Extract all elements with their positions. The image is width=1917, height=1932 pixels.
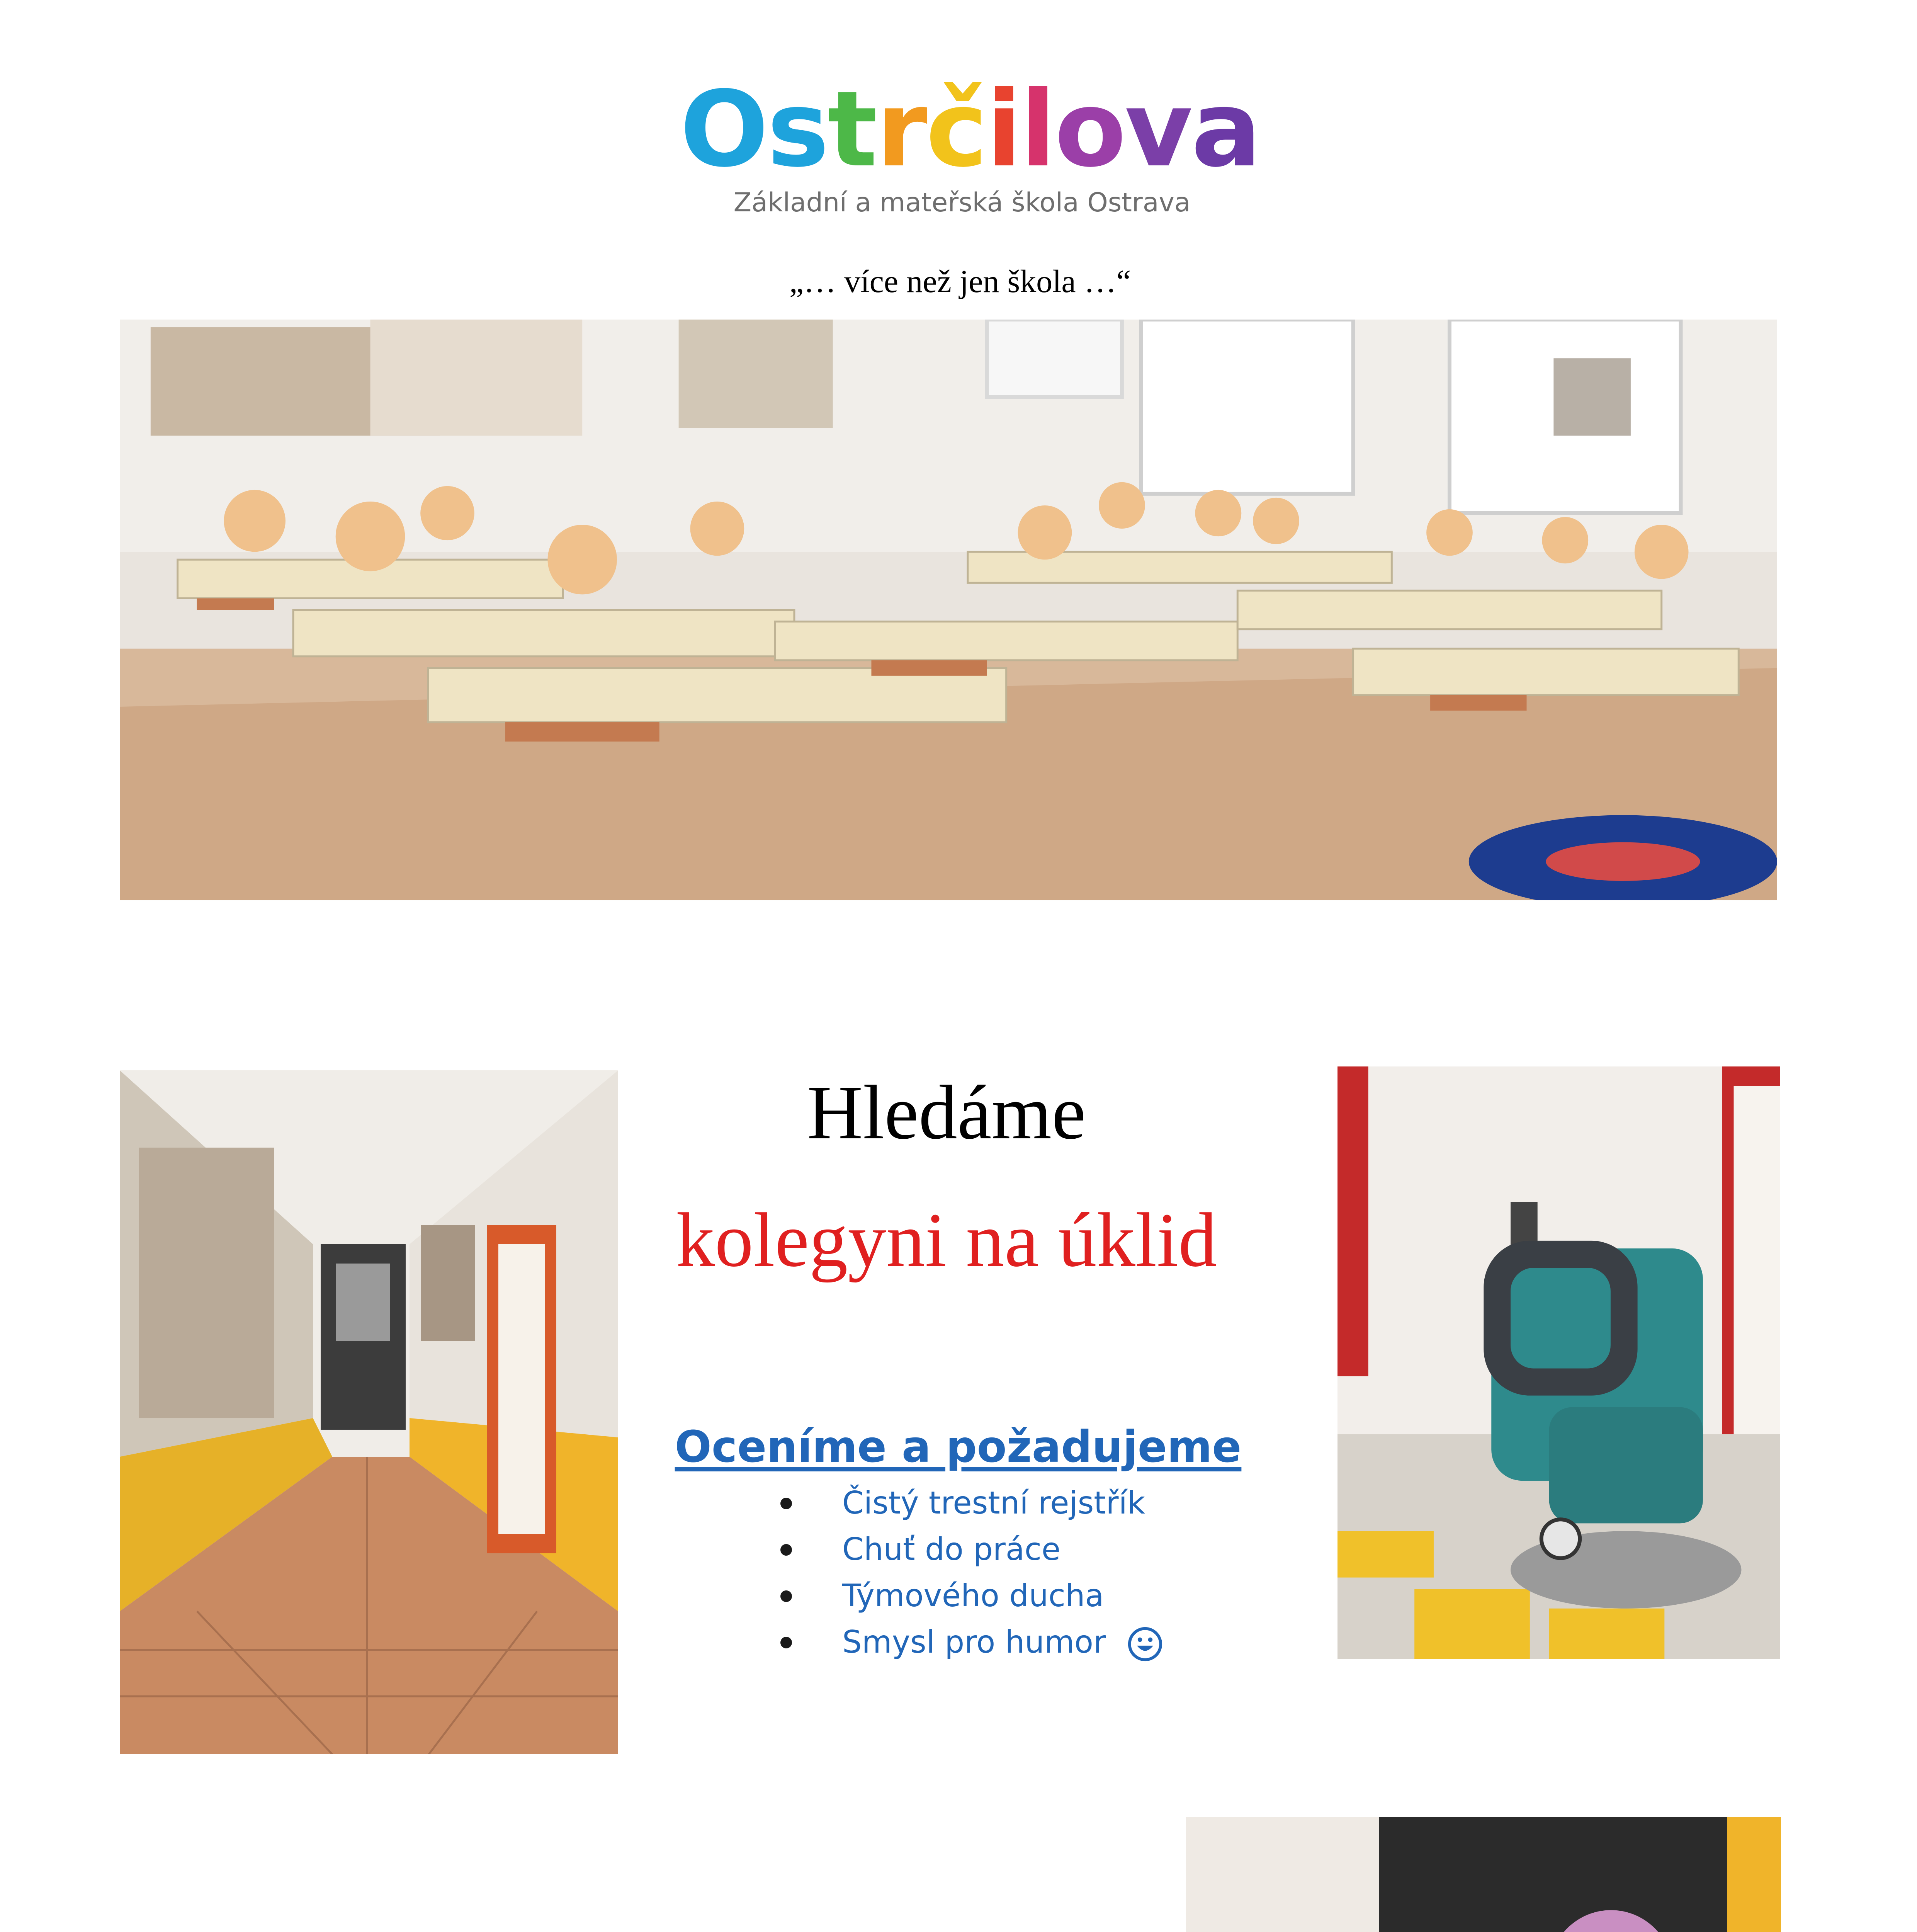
logo-subtitle: Základní a mateřská škola Ostrava <box>733 187 1191 218</box>
bullet-icon <box>780 1498 792 1509</box>
logo-letter: a <box>1191 68 1260 190</box>
logo-letter: i <box>986 68 1021 190</box>
school-logo <box>680 68 1260 218</box>
bullet-icon <box>780 1590 792 1602</box>
motto: „… více než jen škola …“ <box>789 264 1131 299</box>
logo-wordmark <box>680 68 1260 190</box>
requirement-item: Týmového ducha <box>780 1573 1283 1619</box>
logo-letter: s <box>767 68 828 190</box>
logo-letter: r <box>876 68 926 190</box>
requirement-item: Chuť do práce <box>780 1526 1283 1573</box>
headline: Hledáme <box>807 1070 1086 1155</box>
logo-letter: v <box>1125 68 1191 190</box>
floor-cleaner-photo <box>1337 1066 1780 1659</box>
corridor-photo <box>120 1070 618 1754</box>
logo-letter: o <box>1054 68 1125 190</box>
smiley-icon <box>1127 1626 1163 1662</box>
classroom-photo <box>120 320 1777 900</box>
logo-letter: č <box>926 68 986 190</box>
logo-letter: t <box>828 68 876 190</box>
requirement-item: Smysl pro humor <box>780 1619 1283 1665</box>
requirements-list <box>780 1480 1283 1665</box>
bullet-icon <box>780 1637 792 1648</box>
requirement-item: Čistý trestní rejstřík <box>780 1480 1283 1526</box>
staircase-photo <box>1186 1817 1781 1932</box>
logo-letter: l <box>1020 68 1055 190</box>
logo-letter: O <box>680 68 767 190</box>
bullet-icon <box>780 1544 792 1556</box>
subheadline: kolegyni na úklid <box>676 1197 1217 1283</box>
requirements-title: Oceníme a požadujeme <box>675 1422 1242 1472</box>
